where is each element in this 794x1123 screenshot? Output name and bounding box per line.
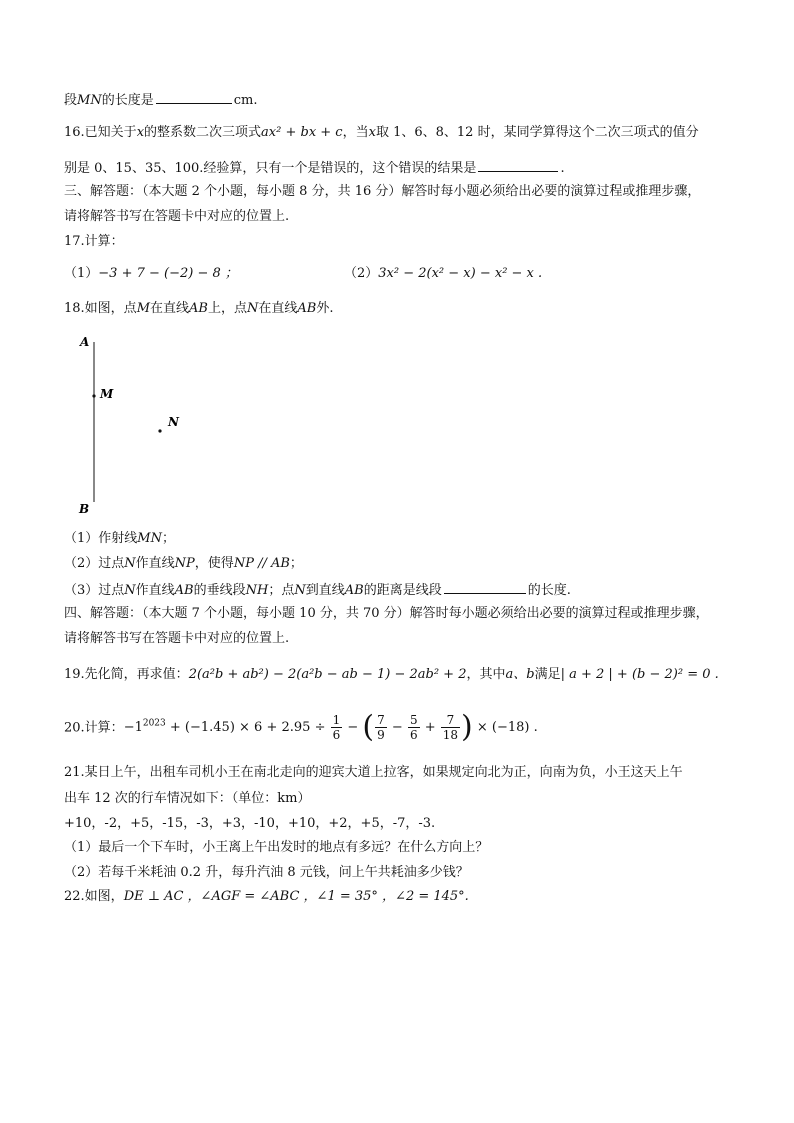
text: ； xyxy=(289,556,303,571)
text: 的长度. xyxy=(527,583,571,598)
text: 满足 xyxy=(534,667,561,682)
text: 段 xyxy=(64,93,78,108)
text: 到直线 xyxy=(305,583,345,598)
numerator: 7 xyxy=(441,713,460,728)
q21-sub1: （1）最后一个下车时，小王离上午出发时的地点有多远？在什么方向上？ xyxy=(64,840,489,855)
q20 xyxy=(64,707,538,743)
term: − xyxy=(343,720,363,736)
denominator: 9 xyxy=(377,728,385,743)
numerator: 5 xyxy=(409,713,418,728)
text: 的垂线段 xyxy=(193,583,246,598)
parallel-relation: NP // AB xyxy=(233,556,290,571)
denominator: 18 xyxy=(442,728,459,743)
denominator: 6 xyxy=(409,728,418,743)
text: 上，点 xyxy=(207,301,247,316)
text: 在直线 xyxy=(150,301,190,316)
q17-expr-1: −3 + 7 − (−2) − 8 ； xyxy=(98,266,238,281)
section4-header: 四、解答题：（本大题 7 个小题，每小题 10 分，共 70 分）解答时每小题必须给出必要的演算过程或推理步骤， xyxy=(64,606,709,621)
text: （1）作射线 xyxy=(64,531,138,546)
label-a: A xyxy=(80,335,90,349)
left-paren: ( xyxy=(362,709,375,745)
term: − xyxy=(387,720,407,736)
term: × (−18) . xyxy=(472,720,538,736)
var-ab: AB xyxy=(174,583,194,598)
numerator: 1 xyxy=(332,713,341,728)
label-n: N xyxy=(168,415,179,429)
var-x: x xyxy=(368,125,376,140)
exponent: 2023 xyxy=(142,719,166,729)
q15-tail xyxy=(64,90,257,110)
q19-expression: 2(a²b + ab²) − 2(a²b − ab − 1) − 2ab² + 2 xyxy=(188,667,467,682)
text: 的距离是线段 xyxy=(363,583,442,598)
text: ； xyxy=(161,531,175,546)
polynomial: ax² + bx + c xyxy=(261,125,343,140)
q19-condition: | a + 2 | + (b − 2)² = 0 . xyxy=(560,667,719,682)
q21-line2: 出车 12 次的行车情况如下：（单位：km） xyxy=(64,791,311,806)
var-x: x xyxy=(136,125,145,140)
q17-title: 17.计算： xyxy=(64,234,124,249)
numerator: 7 xyxy=(377,713,385,728)
q22-conditions: DE ⊥ AC ，∠AGF = ∠ABC ，∠1 = 35° ，∠2 = 145°. xyxy=(123,889,469,904)
denominator: 6 xyxy=(332,728,341,743)
point-n xyxy=(158,429,161,432)
section3-header-2: 请将解答书写在答题卡中对应的位置上. xyxy=(64,209,290,224)
text: 作直线 xyxy=(135,556,175,571)
var-ab: AB xyxy=(344,583,364,598)
text: ，当 xyxy=(342,125,369,140)
q21-sub2: （2）若每千米耗油 0.2 升，每升汽油 8 元钱，问上午共耗油多少钱？ xyxy=(64,865,469,880)
var-n: N xyxy=(246,301,259,316)
answer-blank-18[interactable] xyxy=(444,580,526,594)
var-mn: MN xyxy=(77,93,102,108)
var-ab: AB xyxy=(297,301,317,316)
text: 取 1、6、8、12 时，某同学算得这个二次三项式的值分 xyxy=(375,125,699,140)
q20-expression xyxy=(123,709,538,745)
term: + (−1.45) × 6 + 2.95 ÷ xyxy=(165,720,330,736)
var-ab: AB xyxy=(189,301,208,316)
text: 的长度是 xyxy=(101,93,154,108)
fraction-1-6 xyxy=(331,713,343,742)
q22 xyxy=(64,888,469,906)
text: （3）过点 xyxy=(64,583,125,598)
text: 的整系数二次三项式 xyxy=(144,125,262,140)
var-mn: MN xyxy=(137,531,162,546)
var-n: N xyxy=(124,556,136,571)
var-np: NP xyxy=(174,556,195,571)
text: 在直线 xyxy=(258,301,298,316)
text: ，使得 xyxy=(194,556,234,571)
term: + xyxy=(420,720,440,736)
text: 16.已知关于 xyxy=(64,125,137,140)
fraction-7-9 xyxy=(375,713,387,742)
unit: cm. xyxy=(233,93,258,108)
q18-step2 xyxy=(64,555,303,573)
fraction-5-6 xyxy=(408,713,420,742)
answer-blank-16[interactable] xyxy=(478,158,558,172)
q16-line1 xyxy=(64,124,699,142)
text: 别是 0、15、35、100.经验算，只有一个是错误的，这个错误的结果是 xyxy=(64,161,477,176)
point-m xyxy=(92,394,95,397)
text: 外. xyxy=(316,301,334,316)
text: ，其中 xyxy=(466,667,506,682)
q17-parts xyxy=(64,265,764,283)
q16-line2 xyxy=(64,158,565,178)
q18-figure xyxy=(60,330,260,520)
text: 18.如图，点 xyxy=(64,301,137,316)
part-label: （2） xyxy=(344,266,379,281)
text: 20.计算： xyxy=(64,720,124,736)
text: . xyxy=(560,161,565,176)
q17-part-2 xyxy=(344,265,542,283)
q21-data: +10，-2，+5，-15，-3，+3，-10，+10，+2，+5，-7，-3. xyxy=(64,816,436,831)
answer-blank-15[interactable] xyxy=(156,90,232,104)
term: −1 xyxy=(123,720,143,736)
label-m: M xyxy=(100,387,114,401)
var-ab: a、b xyxy=(505,667,535,682)
var-m: M xyxy=(136,301,150,316)
section4-header-2: 请将解答书写在答题卡中对应的位置上. xyxy=(64,631,290,646)
label-b: B xyxy=(79,502,90,516)
fraction-7-18 xyxy=(441,713,460,742)
text: 作直线 xyxy=(135,583,175,598)
text: 22.如图， xyxy=(64,889,124,904)
q18-step3 xyxy=(64,580,571,600)
right-paren: ) xyxy=(461,709,473,745)
part-label: （1） xyxy=(64,266,99,281)
q17-expr-2: 3x² − 2(x² − x) − x² − x . xyxy=(378,266,543,281)
text: （2）过点 xyxy=(64,556,125,571)
var-n: N xyxy=(294,583,306,598)
q18-step1 xyxy=(64,530,175,548)
q21-line1: 21.某日上午，出租车司机小王在南北走向的迎宾大道上拉客，如果规定向北为正，向南为负，小王这天上午 xyxy=(64,765,683,780)
text: ；点 xyxy=(268,583,295,598)
section3-header: 三、解答题：（本大题 2 个小题，每小题 8 分，共 16 分）解答时每小题必须给出必要的演算过程或推理步骤， xyxy=(64,184,701,199)
q19 xyxy=(64,666,719,684)
var-nh: NH xyxy=(245,583,269,598)
q18-stem xyxy=(64,300,333,318)
text: 19.先化简，再求值： xyxy=(64,667,189,682)
var-n: N xyxy=(124,583,136,598)
